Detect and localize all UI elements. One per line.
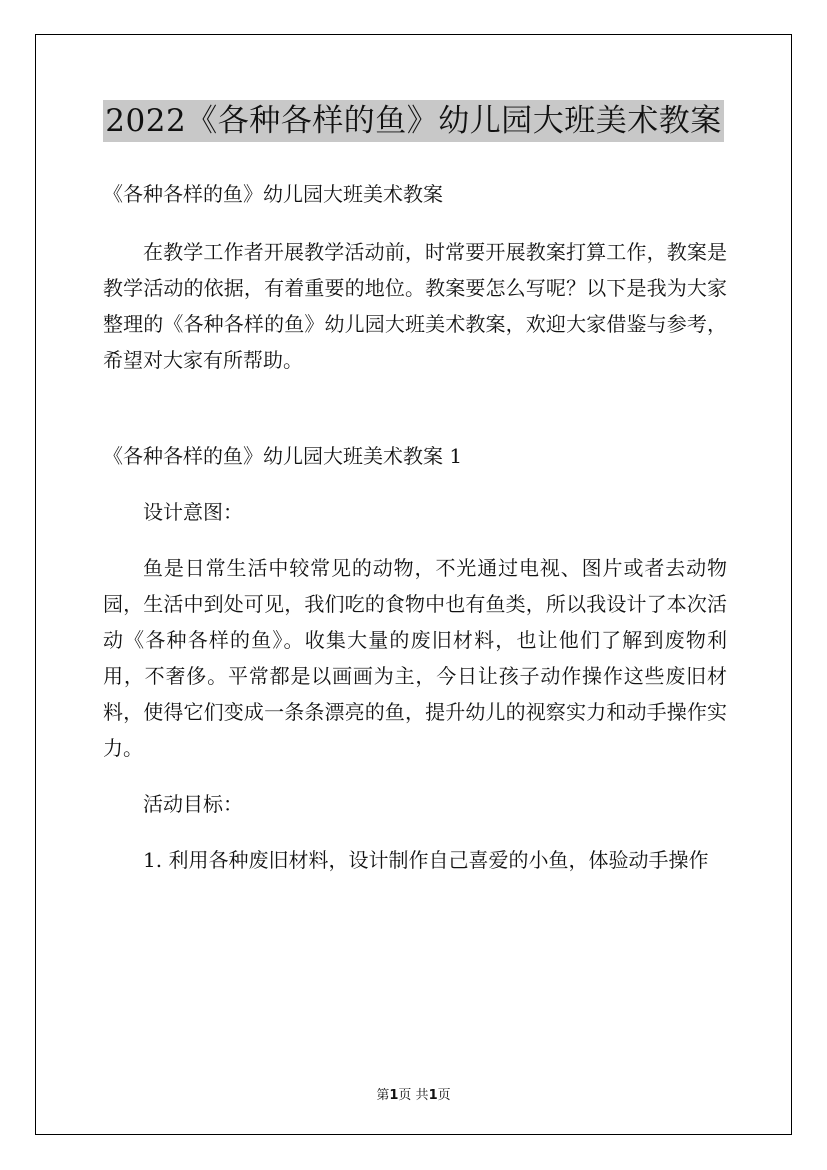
design-intent-paragraph: 鱼是日常生活中较常见的动物，不光通过电视、图片或者去动物园，生活中到处可见，我们吃的食物中也有鱼类，所以我设计了本次活动《各种各样的鱼》。收集大量的废旧材料，也让他们了解到废物利用，不奢侈。平常都是以画画为主，今日让孩子动作操作这些废旧材料，使得它们变成一条条漂亮的鱼，提升幼儿的视察实力和动手操作实力。	[103, 556, 727, 760]
footer-page-total: 1	[428, 1088, 438, 1103]
section-title: 《各种各样的鱼》幼儿园大班美术教案 1	[103, 444, 463, 468]
footer-suffix: 页	[437, 1088, 451, 1103]
footer-prefix: 第	[376, 1088, 390, 1103]
document-title: 2022《各种各样的鱼》幼儿园大班美术教案	[103, 100, 723, 142]
goals-heading: 活动目标：	[143, 792, 243, 816]
footer-page-current: 1	[389, 1088, 399, 1103]
goal-item-1: 1. 利用各种废旧材料，设计制作自己喜爱的小鱼，体验动手操作	[143, 848, 709, 872]
title-container	[0, 100, 827, 142]
page-footer	[0, 1084, 827, 1103]
intro-paragraph: 在教学工作者开展教学活动前，时常要开展教案打算工作，教案是教学活动的依据，有着重要的地位。教案要怎么写呢？以下是我为大家整理的《各种各样的鱼》幼儿园大班美术教案，欢迎大家借鉴与参考，希望对大家有所帮助。	[103, 240, 727, 372]
document-body	[103, 176, 727, 878]
footer-mid: 页 共	[398, 1088, 429, 1103]
document-subtitle: 《各种各样的鱼》幼儿园大班美术教案	[103, 182, 443, 206]
design-intent-heading: 设计意图：	[143, 500, 243, 524]
